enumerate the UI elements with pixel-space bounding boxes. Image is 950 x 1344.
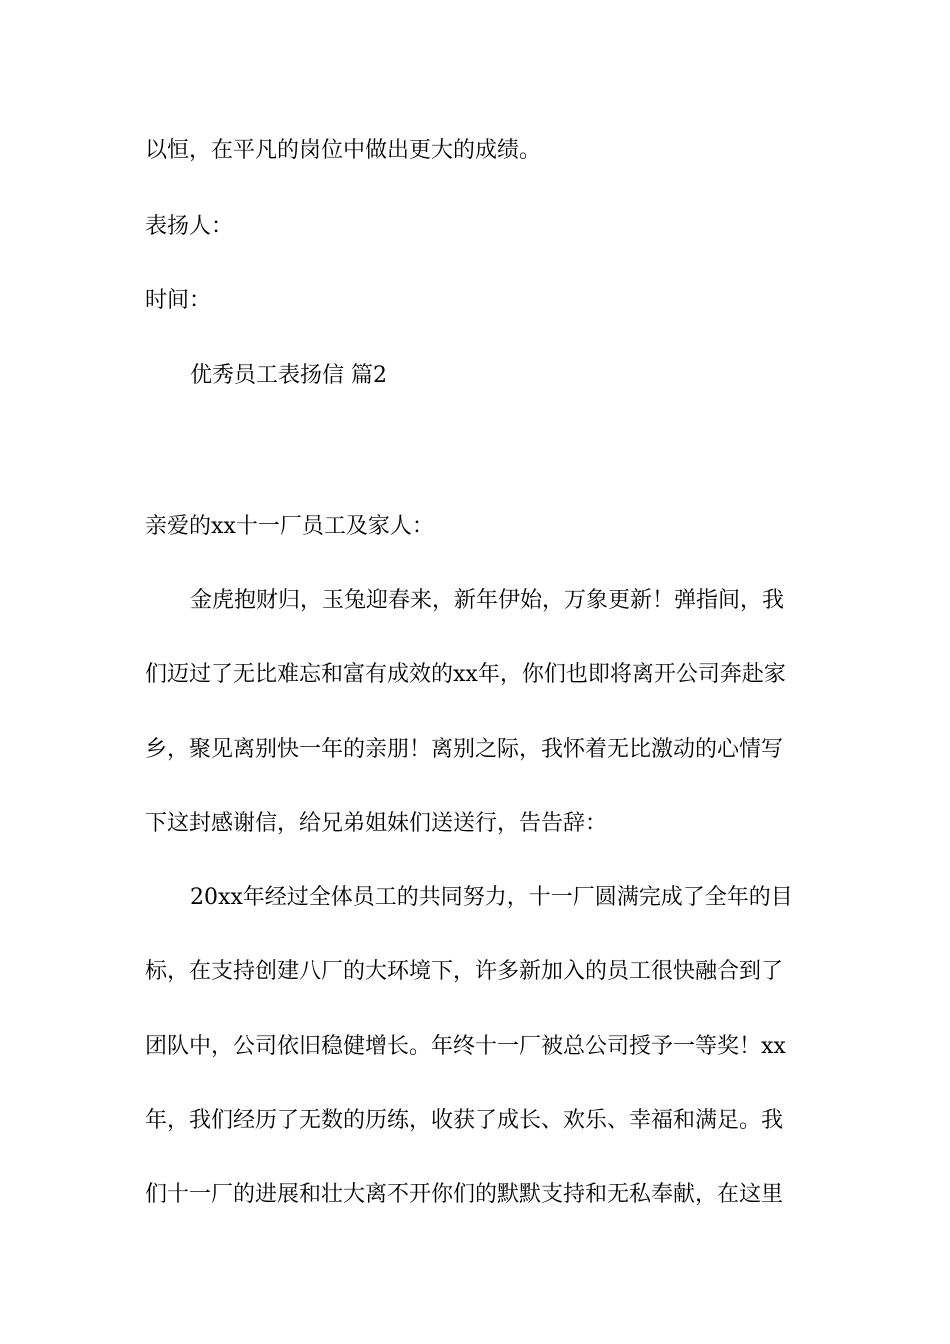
paragraph-line: 金虎抱财归，玉兔迎春来，新年伊始，万象更新！弹指间，我 xyxy=(190,588,785,613)
commender-label: 表扬人： xyxy=(145,214,234,239)
paragraph-line: 团队中，公司依旧稳健增长。年终十一厂被总公司授予一等奖！xx xyxy=(145,1034,786,1059)
salutation: 亲爱的xx十一厂员工及家人： xyxy=(145,514,434,539)
paragraph-line: 乡，聚见离别快一年的亲朋！离别之际，我怀着无比激动的心情写 xyxy=(145,737,784,762)
paragraph-line: 20xx年经过全体员工的共同努力，十一厂圆满完成了全年的目 xyxy=(190,885,793,910)
paragraph-line: 们十一厂的进展和壮大离不开你们的默默支持和无私奉献，在这里 xyxy=(145,1182,784,1207)
paragraph-line: 下这封感谢信，给兄弟姐妹们送送行，告告辞： xyxy=(145,811,608,836)
date-label: 时间： xyxy=(145,288,212,313)
paragraph-line-closing: 以恒，在平凡的岗位中做出更大的成绩。 xyxy=(145,138,542,163)
section-title: 优秀员工表扬信 篇2 xyxy=(190,363,387,388)
paragraph-line: 年，我们经历了无数的历练，收获了成长、欢乐、幸福和满足。我 xyxy=(145,1108,784,1133)
paragraph-line: 们迈过了无比难忘和富有成效的xx年，你们也即将离开公司奔赴家 xyxy=(145,662,786,687)
paragraph-line: 标，在支持创建八厂的大环境下，许多新加入的员工很快融合到了 xyxy=(145,959,784,984)
